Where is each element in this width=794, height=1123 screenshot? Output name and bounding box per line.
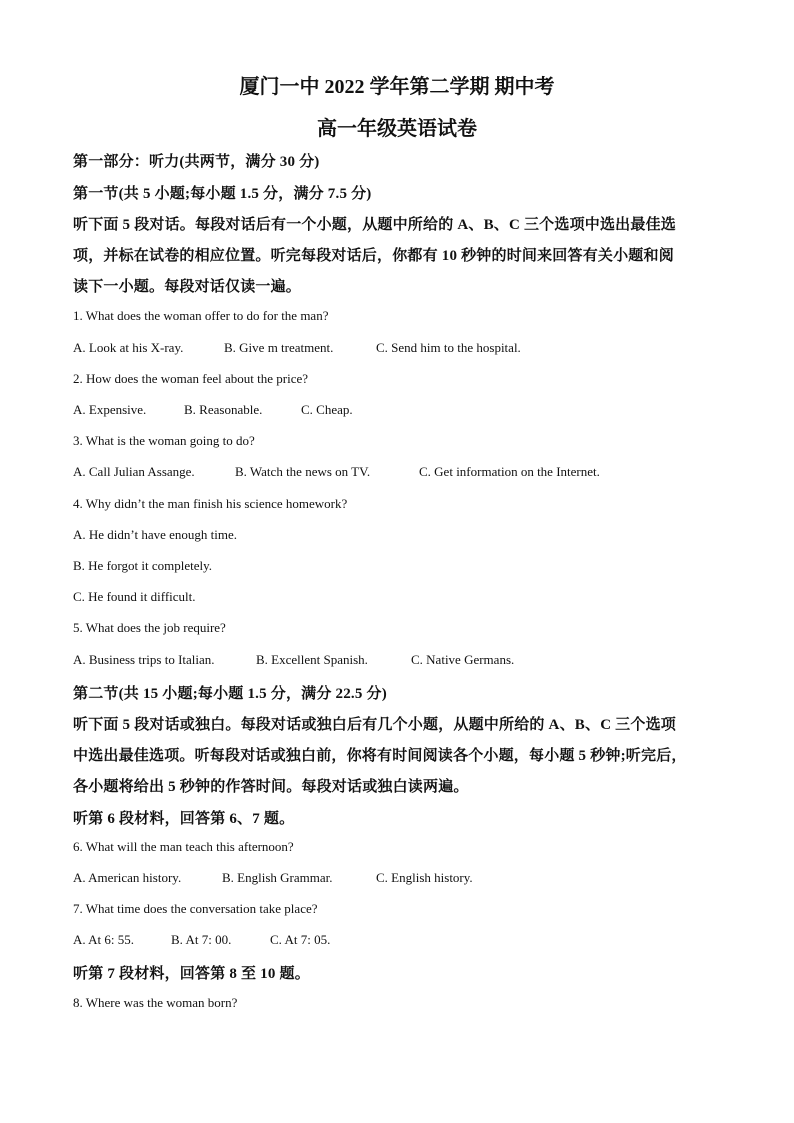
option-a: A. At 6: 55. bbox=[73, 932, 135, 947]
question-stem: 7. What time does the conversation take place? bbox=[73, 901, 318, 916]
option-c: C. Get information on the Internet. bbox=[419, 464, 600, 479]
option-c: C. At 7: 05. bbox=[270, 932, 331, 947]
question-stem: 8. Where was the woman born? bbox=[73, 995, 238, 1010]
option-c: C. Native Germans. bbox=[411, 652, 515, 667]
section2-instruction-line: 听下面 5 段对话或独白。每段对话或独白后有几个小题，从题中所给的 A、B、C 三个选项 bbox=[73, 717, 676, 733]
question-stem: 1. What does the woman offer to do for the man? bbox=[73, 308, 329, 323]
section2-instruction-line: 各小题将给出 5 秒钟的作答时间。每段对话或独白读两遍。 bbox=[73, 779, 469, 795]
option-b: B. English Grammar. bbox=[222, 870, 333, 885]
option-b: B. Excellent Spanish. bbox=[256, 652, 368, 667]
option-a: A. Expensive. bbox=[73, 402, 147, 417]
section1-instruction-line: 听下面 5 段对话。每段对话后有一个小题，从题中所给的 A、B、C 三个选项中选出最佳选 bbox=[73, 217, 676, 233]
option-a: A. American history. bbox=[73, 870, 182, 885]
question-stem: 6. What will the man teach this afternoon? bbox=[73, 839, 294, 854]
option-b: B. At 7: 00. bbox=[171, 932, 232, 947]
question-stem: 2. How does the woman feel about the price? bbox=[73, 371, 309, 386]
section2-instruction-line: 中选出最佳选项。听每段对话或独白前，你将有时间阅读各个小题，每小题 5 秒钟;听完后， bbox=[73, 748, 687, 764]
section1-instruction-line: 读下一小题。每段对话仅读一遍。 bbox=[73, 279, 302, 295]
option-c: C. He found it difficult. bbox=[73, 589, 196, 604]
option-a: A. He didn’t have enough time. bbox=[73, 527, 238, 542]
option-b: B. Watch the news on TV. bbox=[235, 464, 371, 479]
option-c: C. English history. bbox=[376, 870, 473, 885]
option-b: B. Give m treatment. bbox=[224, 340, 334, 355]
option-a: A. Business trips to Italian. bbox=[73, 652, 215, 667]
part1-heading: 第一部分：听力(共两节，满分 30 分) bbox=[73, 154, 320, 170]
question-stem: 3. What is the woman going to do? bbox=[73, 433, 255, 448]
option-b: B. He forgot it completely. bbox=[73, 558, 213, 573]
material-heading: 听第 6 段材料，回答第 6、7 题。 bbox=[73, 811, 295, 827]
exam-title: 厦门一中 2022 学年第二学期 期中考 bbox=[239, 76, 555, 98]
option-c: C. Send him to the hospital. bbox=[376, 340, 521, 355]
section2-heading: 第二节(共 15 小题;每小题 1.5 分，满分 22.5 分) bbox=[73, 686, 387, 702]
option-b: B. Reasonable. bbox=[184, 402, 263, 417]
option-a: A. Look at his X-ray. bbox=[73, 340, 184, 355]
section1-heading: 第一节(共 5 小题;每小题 1.5 分，满分 7.5 分) bbox=[73, 186, 372, 202]
section1-instruction-line: 项，并标在试卷的相应位置。听完每段对话后，你都有 10 秒钟的时间来回答有关小题和阅 bbox=[73, 248, 674, 264]
question-stem: 4. Why didn’t the man finish his science homework? bbox=[73, 496, 348, 511]
option-a: A. Call Julian Assange. bbox=[73, 464, 195, 479]
option-c: C. Cheap. bbox=[301, 402, 353, 417]
question-stem: 5. What does the job require? bbox=[73, 620, 226, 635]
exam-subtitle: 高一年级英语试卷 bbox=[317, 118, 477, 140]
material-heading: 听第 7 段材料，回答第 8 至 10 题。 bbox=[73, 966, 310, 982]
